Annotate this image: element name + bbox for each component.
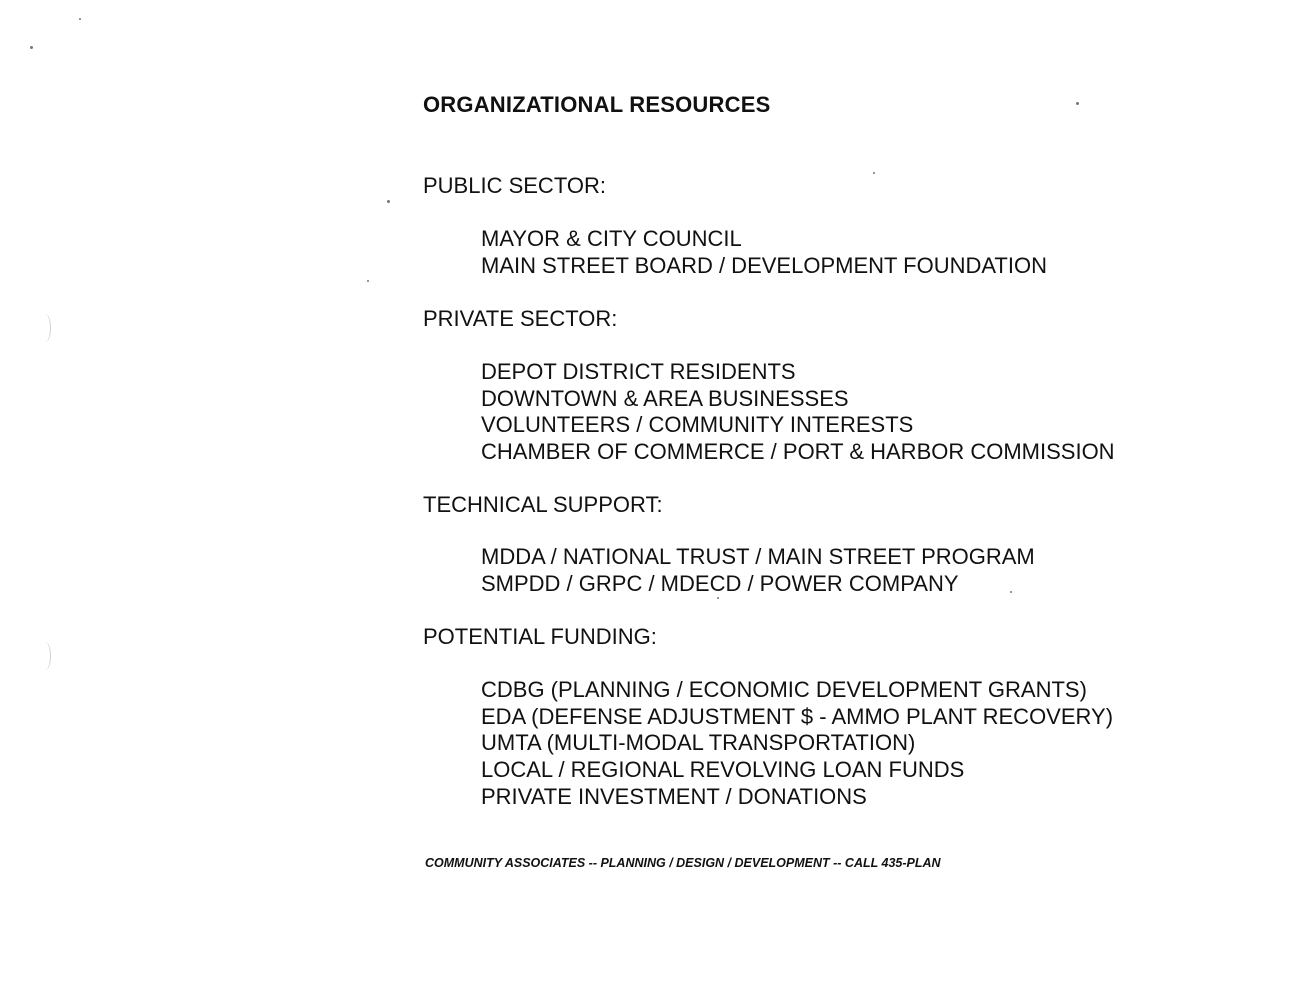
list-item: DOWNTOWN & AREA BUSINESSES <box>481 385 849 411</box>
section-heading-private-sector: PRIVATE SECTOR: <box>423 306 618 331</box>
binder-hole-mark <box>40 314 51 342</box>
section-heading-potential-funding: POTENTIAL FUNDING: <box>423 624 657 649</box>
list-item: MAIN STREET BOARD / DEVELOPMENT FOUNDATION <box>481 252 1047 278</box>
list-item: SMPDD / GRPC / MDECD / POWER COMPANY <box>481 570 959 596</box>
footer-credit: COMMUNITY ASSOCIATES -- PLANNING / DESIGN / DEVELOPMENT -- CALL 435-PLAN <box>425 856 941 870</box>
private-sector-list <box>481 359 1115 466</box>
scan-speck <box>1076 102 1079 105</box>
list-item: MDDA / NATIONAL TRUST / MAIN STREET PROGRAM <box>481 544 1035 569</box>
scan-speck <box>367 280 369 282</box>
list-item: PRIVATE INVESTMENT / DONATIONS <box>481 783 867 809</box>
page-title: ORGANIZATIONAL RESOURCES <box>423 92 771 117</box>
technical-support-list <box>481 544 1035 597</box>
scan-speck <box>387 200 390 203</box>
scan-speck <box>873 172 875 174</box>
list-item: UMTA (MULTI-MODAL TRANSPORTATION) <box>481 730 916 756</box>
list-item: EDA (DEFENSE ADJUSTMENT $ - AMMO PLANT RECOVERY) <box>481 703 1114 729</box>
list-item: LOCAL / REGIONAL REVOLVING LOAN FUNDS <box>481 757 965 783</box>
public-sector-list <box>481 226 1047 279</box>
section-heading-technical-support: TECHNICAL SUPPORT: <box>423 492 663 517</box>
binder-hole-mark <box>40 642 51 670</box>
section-heading-public-sector: PUBLIC SECTOR: <box>423 173 606 198</box>
potential-funding-list <box>481 677 1113 811</box>
list-item: DEPOT DISTRICT RESIDENTS <box>481 359 796 384</box>
list-item: VOLUNTEERS / COMMUNITY INTERESTS <box>481 412 914 438</box>
list-item: CHAMBER OF COMMERCE / PORT & HARBOR COMMISSION <box>481 439 1115 465</box>
list-item: CDBG (PLANNING / ECONOMIC DEVELOPMENT GRANTS) <box>481 677 1087 702</box>
list-item: MAYOR & CITY COUNCIL <box>481 226 742 251</box>
scan-speck <box>79 18 81 20</box>
scan-speck <box>30 46 33 49</box>
